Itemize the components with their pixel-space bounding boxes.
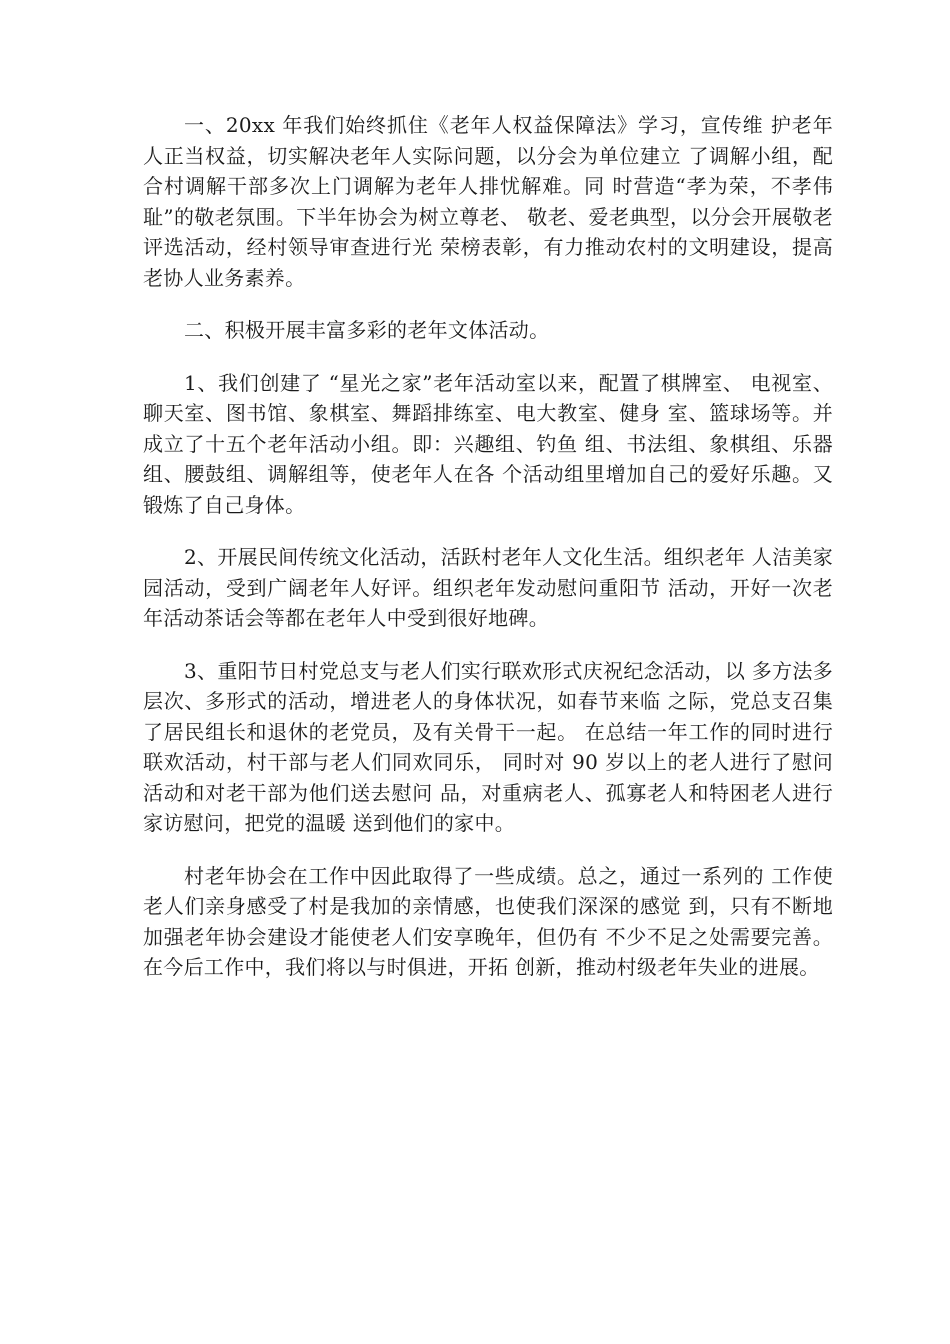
paragraph-item-two: 2、开展民间传统文化活动，活跃村老年人文化生活。组织老年 人洁美家园活动，受到广阔老年人好评。组织老年发动慰问重阳节 活动，开好一次老年活动茶话会等都在老年人中受到很好地碑。 [143,545,833,630]
paragraph-intro: 一、20xx 年我们始终抓住《老年人权益保障法》学习，宣传维 护老年人正当权益，切实解决老年人实际问题，以分会为单位建立 了调解小组，配合村调解干部多次上门调解为老年人排忧解难。同 时营造“孝为荣，不孝伟耻”的敬老氛围。下半年协会为树立尊老、 敬老、爱老典型，以分会开展敬老评选活动，经村领导审查进行光 荣榜表彰，有力推动农村的文明建设，提高老协人业务素养。 [143,113,833,290]
document-body [143,110,833,1005]
paragraph-conclusion: 村老年协会在工作中因此取得了一些成绩。总之，通过一系列的 工作使老人们亲身感受了村是我加的亲情感，也使我们深深的感觉 到，只有不断地加强老年协会建设才能使老人们安享晚年，但仍有 不少不足之处需要完善。在今后工作中，我们将以与时俱进，开拓 创新，推动村级老年失业的进展。 [143,863,833,979]
paragraph-section-two-heading: 二、积极开展丰富多彩的老年文体活动。 [184,318,550,342]
paragraph-item-one: 1、我们创建了 “星光之家”老年活动室以来，配置了棋牌室、 电视室、聊天室、图书馆、象棋室、舞蹈排练室、电大教室、健身 室、篮球场等。并成立了十五个老年活动小组。即：兴趣组、钓鱼 组、书法组、象棋组、乐器组、腰鼓组、调解组等，使老年人在各 个活动组里增加自己的爱好乐趣。又锻炼了自己身体。 [143,370,833,517]
paragraph-item-three: 3、重阳节日村党总支与老人们实行联欢形式庆祝纪念活动，以 多方法多层次、多形式的活动，增进老人的身体状况，如春节来临 之际，党总支召集了居民组长和退休的老党员，及有关骨干一起。 在总结一年工作的同时进行联欢活动，村干部与老人们同欢同乐， 同时对 90 岁以上的老人进行了慰问活动和对老干部为他们送去慰问 品，对重病老人、孤寡老人和特困老人进行家访慰问，把党的温暖 送到他们的家中。 [143,658,833,835]
